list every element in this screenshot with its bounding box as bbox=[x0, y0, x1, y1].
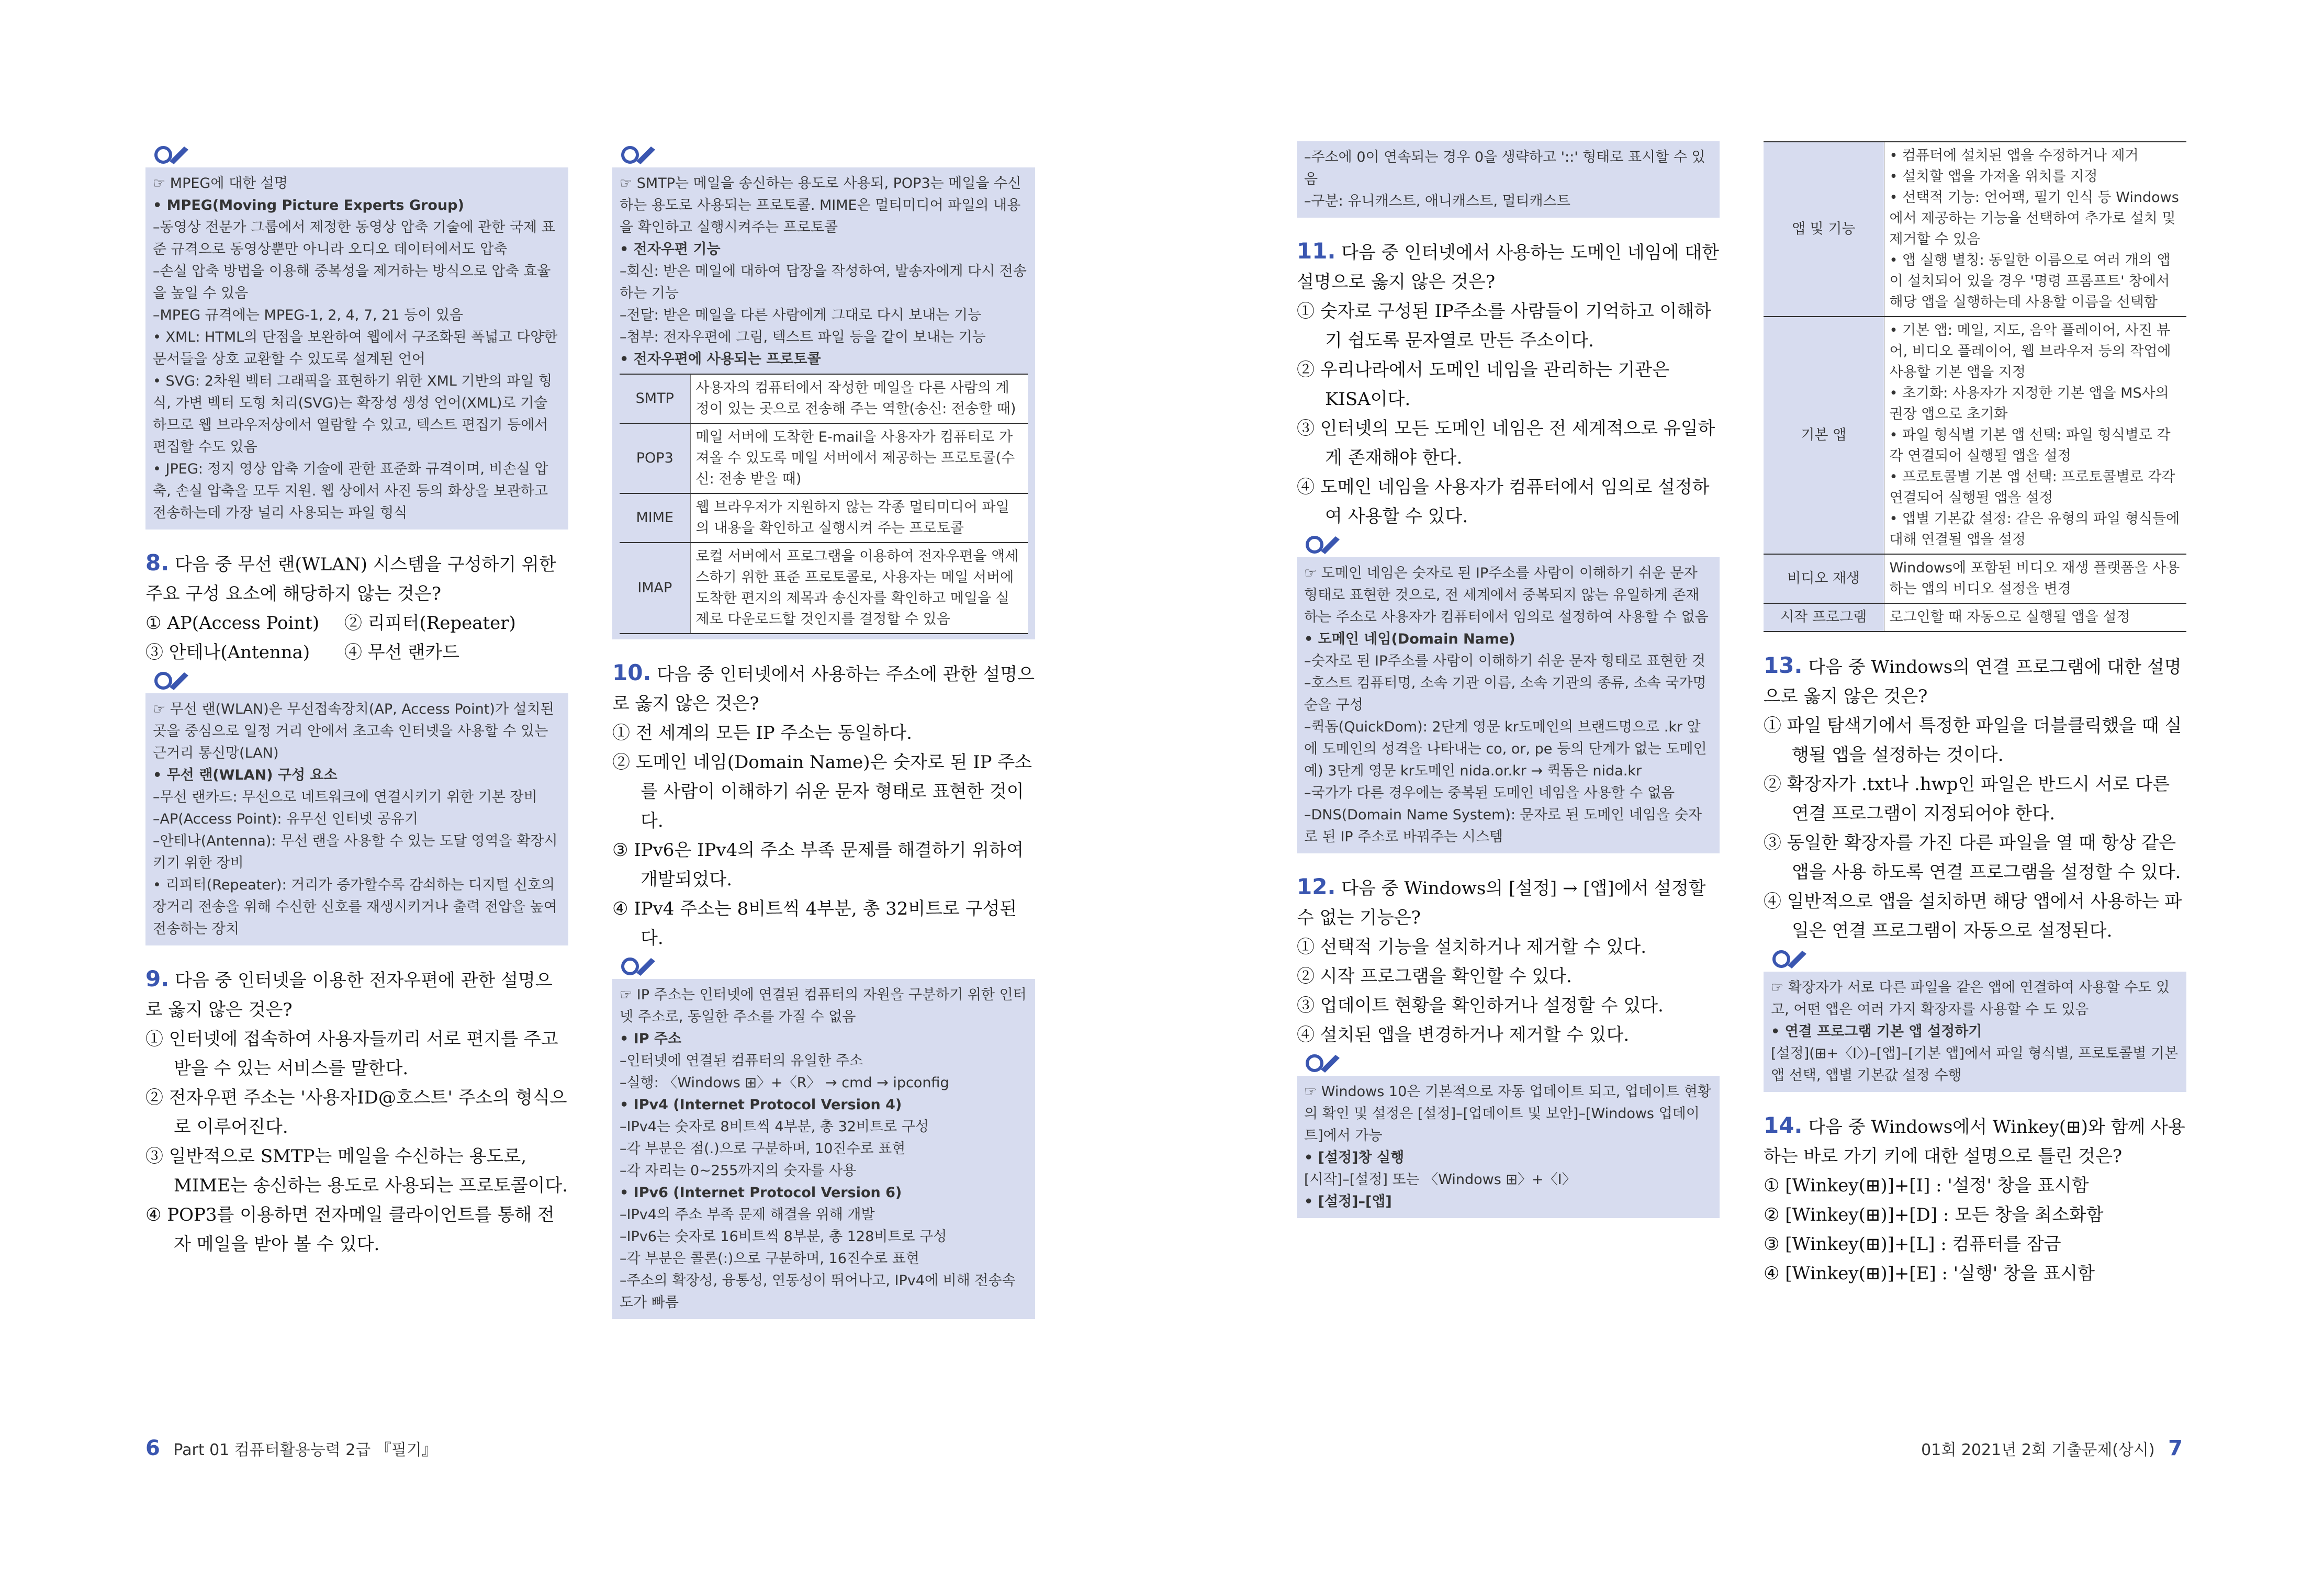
page-number-left: 6 bbox=[145, 1436, 160, 1460]
memo-pen-icon bbox=[152, 142, 194, 167]
option-1: ① AP(Access Point) bbox=[145, 613, 320, 634]
question-text: 다음 중 무선 랜(WLAN) 시스템을 구성하기 위한 주요 구성 요소에 해당하지 않는 것은? bbox=[145, 554, 556, 604]
option-2: ② 리피터(Repeater) bbox=[344, 613, 516, 634]
explanation-continued: –주소에 0이 연속되는 경우 0을 생략하고 '::' 형태로 표시할 수 있음 –구분: 유니캐스트, 애니캐스트, 멀티캐스트 bbox=[1297, 141, 1720, 218]
question-number: 11. bbox=[1297, 238, 1336, 264]
option-3: ③ 일반적으로 SMTP는 메일을 수신하는 용도로, MIME는 송신하는 용도로 사용되는 프로토콜이다. bbox=[145, 1146, 568, 1196]
footer-left-text: Part 01 컴퓨터활용능력 2급 『필기』 bbox=[173, 1441, 437, 1459]
option-3: ③ 인터넷의 모든 도메인 네임은 전 세계적으로 유일하게 존재해야 한다. bbox=[1297, 418, 1715, 468]
explanation-settings bbox=[1297, 1050, 1720, 1218]
explanation-domain bbox=[1297, 531, 1720, 853]
option-1: ① 파일 탐색기에서 특정한 파일을 더블클릭했을 때 실행될 앱을 설정하는 것이다. bbox=[1764, 715, 2182, 765]
table-row: 비디오 재생 Windows에 포함된 비디오 재생 플랫폼을 사용하는 앱의 비디오 설정을 변경 bbox=[1764, 554, 2186, 603]
table-row: 앱 및 기능 • 컴퓨터에 설치된 앱을 수정하거나 제거 • 설치할 앱을 가져올 위치를 지정 • 선택적 기능: 언어팩, 필기 인식 등 Windows에서 제공하는 기능을 선택하여 추가로 설치 및 제거할 수 있음 • 앱 실행 별칭: 동일한 이름으로 여러 개의 앱이 설치되어 있을 경우 '명령 프롬프트' 창에서 해당 앱을 실행하는데 사용할 이름을 선택함 bbox=[1764, 142, 2186, 317]
option-4: ④ 설치된 앱을 변경하거나 제거할 수 있다. bbox=[1297, 1024, 1630, 1045]
question-text: 다음 중 Windows의 [설정] → [앱]에서 설정할 수 없는 기능은? bbox=[1297, 878, 1706, 928]
option-4: ④ 일반적으로 앱을 설치하면 해당 앱에서 사용하는 파일은 연결 프로그램이 자동으로 설정된다. bbox=[1764, 891, 2182, 941]
explanation-box: ☞ MPEG에 대한 설명 • MPEG(Moving Picture Experts Group) –동영상 전문가 그룹에서 제정한 동영상 압축 기술에 관한 국제 표준 규격으로 동영상뿐만 아니라 오디오 데이터에서도 압축 –손실 압축 방법을 이용해 중복성을 제거하는 방식으로 압축 효율을 높일 수 있음 –MPEG 규격에는 MPEG-1, 2, 4, 7, 21 등이 있음 • XML: HTML의 단점을 보완하여 웹에서 구조화된 폭넓고 다양한 문서들을 상호 교환할 수 있도록 설계된 언어 • SVG: 2차원 벡터 그래픽을 표현하기 위한 XML 기반의 파일 형식, 가변 벡터 도형 처리(SVG)는 확장성 생성 언어(XML)로 기술하므로 웹 브라우저상에서 열람할 수 있고, 텍스트 편집기 등에서 편집할 수도 있음 • JPEG: 정지 영상 압축 기술에 관한 표준화 규격이며, 비손실 압축, 손실 압축을 모두 지원. 웹 상에서 사진 등의 화상을 보관하고 전송하는데 가장 널리 사용되는 파일 형식 bbox=[145, 167, 568, 530]
option-3: ③ IPv6은 IPv4의 주소 부족 문제를 해결하기 위하여 개발되었다. bbox=[612, 840, 1024, 890]
option-4: ④ [Winkey(⊞)]+[E] : '실행' 창을 표시함 bbox=[1764, 1263, 2095, 1284]
option-3: ③ 안테나(Antenna) bbox=[145, 642, 310, 663]
option-2: ② 확장자가 .txt나 .hwp인 파일은 반드시 서로 다른 연결 프로그램이 지정되어야 한다. bbox=[1764, 774, 2170, 824]
question-number: 10. bbox=[612, 660, 652, 685]
question-13 bbox=[1764, 651, 2186, 945]
option-4: ④ 도메인 네임을 사용자가 컴퓨터에서 임의로 설정하여 사용할 수 있다. bbox=[1297, 477, 1710, 527]
apps-settings-table bbox=[1764, 141, 2186, 632]
explanation-email bbox=[612, 141, 1035, 639]
option-1: ① 전 세계의 모든 IP 주소는 동일하다. bbox=[612, 723, 912, 744]
question-text: 다음 중 인터넷을 이용한 전자우편에 관한 설명으로 옳지 않은 것은? bbox=[145, 970, 553, 1020]
question-text: 다음 중 인터넷에서 사용하는 도메인 네임에 대한 설명으로 옳지 않은 것은? bbox=[1297, 242, 1719, 292]
question-10 bbox=[612, 658, 1035, 953]
explanation-box: ☞ 도메인 네임은 숫자로 된 IP주소를 사람이 이해하기 쉬운 문자 형태로 표현한 것으로, 전 세계에서 중복되지 않는 유일하게 존재하는 주소로 사용자가 컴퓨터에서 임의로 설정하여 사용할 수 없음 • 도메인 네임(Domain Name) –숫자로 된 IP주소를 사람이 이해하기 쉬운 문자 형태로 표현한 것 –호스트 컴퓨터명, 소속 기관 이름, 소속 기관의 종류, 소속 국가명 순을 구성 –퀵돔(QuickDom): 2단계 영문 kr도메인의 브랜드명으로 .kr 앞에 도메인의 성격을 나타내는 co, or, pe 등의 단계가 없는 도메인 예) 3단계 영문 kr도메인 nida.or.kr → 퀵돔은 nida.kr –국가가 다른 경우에는 중복된 도메인 네임을 사용할 수 없음 –DNS(Domain Name System): 문자로 된 도메인 네임을 숫자로 된 IP 주소로 바꿔주는 시스템 bbox=[1297, 557, 1720, 853]
question-number: 9. bbox=[145, 966, 170, 992]
memo-pen-icon bbox=[1303, 532, 1345, 557]
protocol-table bbox=[620, 374, 1028, 634]
option-1: ① [Winkey(⊞)]+[I] : '설정' 창을 표시함 bbox=[1764, 1175, 2089, 1196]
memo-pen-icon bbox=[619, 142, 660, 167]
option-2: ② 우리나라에서 도메인 네임을 관리하는 기관은 KISA이다. bbox=[1297, 359, 1670, 410]
option-3: ③ 업데이트 현황을 확인하거나 설정할 수 있다. bbox=[1297, 995, 1664, 1016]
explanation-ip bbox=[612, 953, 1035, 1319]
question-text: 다음 중 Windows에서 Winkey(⊞)와 함께 사용하는 바로 가기 키에 대한 설명으로 틀린 것은? bbox=[1764, 1117, 2185, 1167]
question-8 bbox=[145, 548, 568, 667]
explanation-default-apps bbox=[1764, 945, 2186, 1092]
page-number-right: 7 bbox=[2168, 1436, 2183, 1460]
footer-right bbox=[1921, 1436, 2183, 1460]
option-1: ① 선택적 기능을 설치하거나 제거할 수 있다. bbox=[1297, 937, 1646, 958]
column-3 bbox=[1297, 141, 1720, 1218]
option-1: ① 숫자로 구성된 IP주소를 사람들이 기억하고 이해하기 쉽도록 문자열로 만든 주소이다. bbox=[1297, 301, 1712, 351]
explanation-box: ☞ 확장자가 서로 다른 파일을 같은 앱에 연결하여 사용할 수도 있고, 어떤 앱은 여러 가지 확장자를 사용할 수 도 있음 • 연결 프로그램 기본 앱 설정하기 [설정](⊞+〈I〉)–[앱]–[기본 앱]에서 파일 형식별, 프로토콜별 기본 앱 선택, 앱별 기본값 설정 수행 bbox=[1764, 972, 2186, 1092]
question-text: 다음 중 인터넷에서 사용하는 주소에 관한 설명으로 옳지 않은 것은? bbox=[612, 664, 1035, 714]
question-12 bbox=[1297, 872, 1720, 1050]
option-2: ② 도메인 네임(Domain Name)은 숫자로 된 IP 주소를 사람이 이해하기 쉬운 문자 형태로 표현한 것이다. bbox=[612, 752, 1032, 831]
question-number: 8. bbox=[145, 550, 170, 576]
table-row: POP3 메일 서버에 도착한 E-mail을 사용자가 컴퓨터로 가져올 수 있도록 메일 서버에서 제공하는 프로토콜(수신: 전송 받을 때) bbox=[620, 423, 1028, 493]
option-4: ④ POP3를 이용하면 전자메일 클라이언트를 통해 전자 메일을 받아 볼 수 있다. bbox=[145, 1204, 555, 1255]
explanation-mpeg bbox=[145, 141, 568, 530]
table-row: 기본 앱 • 기본 앱: 메일, 지도, 음악 플레이어, 사진 뷰어, 비디오 플레이어, 웹 브라우저 등의 작업에 사용할 기본 앱을 지정 • 초기화: 사용자가 지정한 기본 앱을 MS사의 권장 앱으로 초기화 • 파일 형식별 기본 앱 선택: 파일 형식별로 각각 연결되어 실행될 앱을 설정 • 프로토콜별 기본 앱 선택: 프로토콜별로 각각 연결되어 실행될 앱을 설정 • 앱별 기본값 설정: 같은 유형의 파일 형식들에 대해 연결될 앱을 설정 bbox=[1764, 317, 2186, 554]
option-2: ② 전자우편 주소는 '사용자ID@호스트' 주소의 형식으로 이루어진다. bbox=[145, 1087, 567, 1137]
footer-right-text: 01회 2021년 2회 기출문제(상시) bbox=[1921, 1441, 2155, 1459]
explanation-box: ☞ SMTP는 메일을 송신하는 용도로 사용되, POP3는 메일을 수신하는 용도로 사용되는 프로토콜. MIME은 멀티미디어 파일의 내용을 확인하고 실행시켜주는 프로토콜 • 전자우편 기능 –회신: 받은 메일에 대하여 답장을 작성하여, 발송자에게 다시 전송하는 기능 –전달: 받은 메일을 다른 사람에게 그대로 다시 보내는 기능 –첨부: 전자우편에 그림, 텍스트 파일 등을 같이 보내는 기능 • 전자우편에 사용되는 프로토콜 SMTP 사용자의 컴퓨터에서 작성한 메일을 다른 사람의 계정이 있는 곳으로 전송해 주는 역할(송신: 전송할 때) POP3 메일 서버에 도착한 E-mail을 사용자가 컴퓨터로 가져올 수 있도록 메일 서버에서 제공하는 프로토콜(수신: 전송 받을 때) MIME 웹 브라우저가 지원하지 않는 각종 멀티미디어 파일의 내용을 확인하고 실행시켜 주는 프로토콜 IMAP 로컬 서버에서 프로그램을 이용하여 전자우편을 액세스하기 위한 표준 프로토콜로, 사용자는 메일 서버에 도착한 편지의 제목과 송신자를 확인하고 메일을 실제로 다운로드할 것인지를 결정할 수 있음 bbox=[612, 167, 1035, 639]
column-2 bbox=[612, 141, 1035, 1319]
table-row: 시작 프로그램 로그인할 때 자동으로 실행될 앱을 설정 bbox=[1764, 603, 2186, 632]
table-row: SMTP 사용자의 컴퓨터에서 작성한 메일을 다른 사람의 계정이 있는 곳으로 전송해 주는 역할(송신: 전송할 때) bbox=[620, 374, 1028, 423]
column-1 bbox=[145, 141, 568, 1259]
question-number: 12. bbox=[1297, 874, 1336, 899]
explanation-box: ☞ 무선 랜(WLAN)은 무선접속장치(AP, Access Point)가 설치된 곳을 중심으로 일정 거리 안에서 초고속 인터넷을 사용할 수 있는 근거리 통신망(LAN) • 무선 랜(WLAN) 구성 요소 –무선 랜카드: 무선으로 네트워크에 연결시키기 위한 기본 장비 –AP(Access Point): 유무선 인터넷 공유기 –안테나(Antenna): 무선 랜을 사용할 수 있는 도달 영역을 확장시키기 위한 장비 • 리피터(Repeater): 거리가 증가할수록 감쇠하는 디지털 신호의 장거리 전송을 위해 수신한 신호를 재생시키거나 출력 전압을 높여 전송하는 장치 bbox=[145, 693, 568, 945]
option-2: ② [Winkey(⊞)]+[D] : 모든 창을 최소화함 bbox=[1764, 1204, 2104, 1225]
memo-pen-icon bbox=[1770, 947, 1812, 972]
option-3: ③ 동일한 확장자를 가진 다른 파일을 열 때 항상 같은 앱을 사용 하도록 연결 프로그램을 설정할 수 있다. bbox=[1764, 832, 2181, 883]
memo-pen-icon bbox=[152, 668, 194, 693]
column-4 bbox=[1764, 141, 2186, 1288]
table-row: IMAP 로컬 서버에서 프로그램을 이용하여 전자우편을 액세스하기 위한 표준 프로토콜로, 사용자는 메일 서버에 도착한 편지의 제목과 송신자를 확인하고 메일을 실제로 다운로드할 것인지를 결정할 수 있음 bbox=[620, 543, 1028, 634]
option-4: ④ IPv4 주소는 8비트씩 4부분, 총 32비트로 구성된다. bbox=[612, 898, 1017, 949]
question-number: 14. bbox=[1764, 1112, 1803, 1138]
question-11 bbox=[1297, 236, 1720, 531]
question-text: 다음 중 Windows의 연결 프로그램에 대한 설명으로 옳지 않은 것은? bbox=[1764, 657, 2182, 707]
question-9 bbox=[145, 964, 568, 1259]
question-number: 13. bbox=[1764, 652, 1803, 678]
explanation-wlan bbox=[145, 667, 568, 945]
footer-left bbox=[145, 1436, 437, 1460]
memo-pen-icon bbox=[619, 954, 660, 979]
memo-pen-icon bbox=[1303, 1051, 1345, 1076]
table-row: MIME 웹 브라우저가 지원하지 않는 각종 멀티미디어 파일의 내용을 확인하고 실행시켜 주는 프로토콜 bbox=[620, 493, 1028, 543]
question-14 bbox=[1764, 1111, 2186, 1288]
explanation-box: ☞ IP 주소는 인터넷에 연결된 컴퓨터의 자원을 구분하기 위한 인터넷 주소로, 동일한 주소를 가질 수 없음 • IP 주소 –인터넷에 연결된 컴퓨터의 유일한 주소 –실행: 〈Windows ⊞〉+〈R〉 → cmd → ipconfig • IPv4 (Internet Protocol Version 4) –IPv4는 숫자로 8비트씩 4부분, 총 32비트로 구성 –각 부분은 점(.)으로 구분하며, 10진수로 표현 –각 자리는 0~255까지의 숫자를 사용 • IPv6 (Internet Protocol Version 6) –IPv4의 주소 부족 문제 해결을 위해 개발 –IPv6는 숫자로 16비트씩 8부분, 총 128비트로 구성 –각 부분은 콜론(:)으로 구분하며, 16진수로 표현 –주소의 확장성, 융통성, 연동성이 뛰어나고, IPv4에 비해 전송속도가 빠름 bbox=[612, 979, 1035, 1319]
option-3: ③ [Winkey(⊞)]+[L] : 컴퓨터를 잠금 bbox=[1764, 1234, 2061, 1255]
explanation-box: ☞ Windows 10은 기본적으로 자동 업데이트 되고, 업데이트 현황의 확인 및 설정은 [설정]–[업데이트 및 보안]–[Windows 업데이트]에서 가능 • [설정]창 실행 [시작]–[설정] 또는 〈Windows ⊞〉+〈I〉 • [설정]–[앱] bbox=[1297, 1076, 1720, 1218]
option-4: ④ 무선 랜카드 bbox=[344, 642, 459, 663]
option-1: ① 인터넷에 접속하여 사용자들끼리 서로 편지를 주고받을 수 있는 서비스를 말한다. bbox=[145, 1029, 558, 1079]
option-2: ② 시작 프로그램을 확인할 수 있다. bbox=[1297, 966, 1572, 987]
